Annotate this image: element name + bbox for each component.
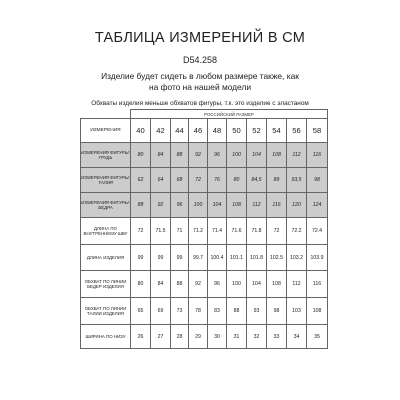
- row-label: ИЗМЕРЕНИЯ ФИГУРЫ: БЕДРА: [81, 193, 131, 218]
- table-cell: 84: [151, 271, 171, 298]
- table-cell: 124: [307, 193, 328, 218]
- table-cell: 120: [287, 193, 307, 218]
- table-cell: 65: [131, 298, 151, 325]
- table-cell: 73: [171, 298, 189, 325]
- table-cell: 93,5: [287, 168, 307, 193]
- table-cell: 104: [208, 193, 227, 218]
- table-cell: 78: [189, 298, 208, 325]
- table-cell: 96: [171, 193, 189, 218]
- table-cell: 72.4: [307, 218, 328, 245]
- table-cell: 98: [267, 298, 287, 325]
- table-cell: 92: [189, 143, 208, 168]
- table-cell: 88: [171, 271, 189, 298]
- size-header-cell: 56: [287, 119, 307, 143]
- row-label: ДЛИНА ИЗДЕЛИЯ: [81, 245, 131, 271]
- table-cell: 31: [227, 325, 247, 349]
- table-cell: 88: [227, 298, 247, 325]
- row-label: ИЗМЕРЕНИЯ ФИГУРЫ: ГРУДЬ: [81, 143, 131, 168]
- measurements-header: ИЗМЕРЕНИЯ: [81, 119, 131, 143]
- elastane-note: Обхваты изделия меньше обхватов фигуры, т.к. это изделие с эластаном: [91, 100, 309, 107]
- table-cell: 84: [151, 143, 171, 168]
- fit-note: Изделие будет сидеть в любом размере также, как на фото на нашей модели: [101, 71, 299, 92]
- size-header-cell: 54: [267, 119, 287, 143]
- table-cell: 71: [171, 218, 189, 245]
- table-cell: 33: [267, 325, 287, 349]
- table-cell: 64: [151, 168, 171, 193]
- size-table: [80, 109, 328, 349]
- table-cell: 108: [227, 193, 247, 218]
- table-cell: 71.5: [151, 218, 171, 245]
- table-cell: 103.2: [287, 245, 307, 271]
- table-cell: 108: [307, 298, 328, 325]
- size-header-cell: 50: [227, 119, 247, 143]
- table-cell: 104: [247, 143, 267, 168]
- table-cell: 80: [131, 271, 151, 298]
- table-cell: 83: [208, 298, 227, 325]
- size-header-cell: 40: [131, 119, 151, 143]
- table-row: [81, 143, 328, 168]
- empty-corner: [81, 110, 131, 119]
- row-label: ОБХВАТ ПО ЛИНИИ ТАЛИИ ИЗДЕЛИЯ: [81, 298, 131, 325]
- table-cell: 108: [267, 271, 287, 298]
- size-header-cell: 46: [189, 119, 208, 143]
- table-cell: 88: [131, 193, 151, 218]
- table-cell: 92: [189, 271, 208, 298]
- table-cell: 116: [267, 193, 287, 218]
- size-header-cell: 58: [307, 119, 328, 143]
- size-header-cell: 52: [247, 119, 267, 143]
- table-cell: 116: [307, 271, 328, 298]
- table-cell: 100: [227, 271, 247, 298]
- table-cell: 71.8: [247, 218, 267, 245]
- size-header-row: [81, 119, 328, 143]
- table-row: [81, 218, 328, 245]
- table-cell: 108: [267, 143, 287, 168]
- table-cell: 102.5: [267, 245, 287, 271]
- russian-size-header: РОССИЙСКИЙ РАЗМЕР: [131, 110, 328, 119]
- table-cell: 32: [247, 325, 267, 349]
- table-cell: 62: [131, 168, 151, 193]
- table-cell: 93: [247, 298, 267, 325]
- row-label: ДЛИНА ПО ВНУТРЕННЕМУ ШВУ: [81, 218, 131, 245]
- table-cell: 112: [287, 271, 307, 298]
- table-row: [81, 271, 328, 298]
- table-cell: 103.9: [307, 245, 328, 271]
- table-cell: 72: [189, 168, 208, 193]
- row-label: ШИРИНА ПО НИЗУ: [81, 325, 131, 349]
- size-header-cell: 42: [151, 119, 171, 143]
- table-cell: 26: [131, 325, 151, 349]
- table-cell: 96: [208, 143, 227, 168]
- row-label: ИЗМЕРЕНИЯ ФИГУРЫ: ТАЛИЯ: [81, 168, 131, 193]
- table-row: [81, 168, 328, 193]
- table-cell: 98: [307, 168, 328, 193]
- table-cell: 100: [189, 193, 208, 218]
- size-header-cell: 48: [208, 119, 227, 143]
- table-cell: 30: [208, 325, 227, 349]
- table-cell: 72: [131, 218, 151, 245]
- table-row: [81, 298, 328, 325]
- table-cell: 100: [227, 143, 247, 168]
- table-cell: 29: [189, 325, 208, 349]
- table-cell: 84,5: [247, 168, 267, 193]
- table-row: [81, 245, 328, 271]
- table-cell: 68: [171, 168, 189, 193]
- table-cell: 101.1: [227, 245, 247, 271]
- row-label: ОБХВАТ ПО ЛИНИИ БЕДЕР ИЗДЕЛИЯ: [81, 271, 131, 298]
- size-header-cell: 44: [171, 119, 189, 143]
- table-cell: 88: [171, 143, 189, 168]
- table-cell: 34: [287, 325, 307, 349]
- table-cell: 69: [151, 298, 171, 325]
- table-cell: 99: [171, 245, 189, 271]
- table-cell: 101.8: [247, 245, 267, 271]
- table-cell: 71.2: [189, 218, 208, 245]
- table-cell: 72.2: [287, 218, 307, 245]
- table-cell: 72: [267, 218, 287, 245]
- product-code: D54.258: [182, 55, 218, 65]
- table-cell: 112: [287, 143, 307, 168]
- table-cell: 27: [151, 325, 171, 349]
- table-cell: 80: [131, 143, 151, 168]
- table-cell: 35: [307, 325, 328, 349]
- table-cell: 71.6: [227, 218, 247, 245]
- table-cell: 99: [151, 245, 171, 271]
- table-cell: 28: [171, 325, 189, 349]
- table-cell: 116: [307, 143, 328, 168]
- table-cell: 99: [131, 245, 151, 271]
- table-cell: 80: [227, 168, 247, 193]
- table-row: [81, 325, 328, 349]
- table-cell: 92: [151, 193, 171, 218]
- table-cell: 100.4: [208, 245, 227, 271]
- table-cell: 76: [208, 168, 227, 193]
- table-cell: 96: [208, 271, 227, 298]
- table-row: [81, 193, 328, 218]
- table-cell: 89: [267, 168, 287, 193]
- table-cell: 104: [247, 271, 267, 298]
- table-cell: 99.7: [189, 245, 208, 271]
- table-cell: 71.4: [208, 218, 227, 245]
- table-cell: 112: [247, 193, 267, 218]
- table-cell: 103: [287, 298, 307, 325]
- page-title: ТАБЛИЦА ИЗМЕРЕНИЙ В СМ: [94, 30, 306, 46]
